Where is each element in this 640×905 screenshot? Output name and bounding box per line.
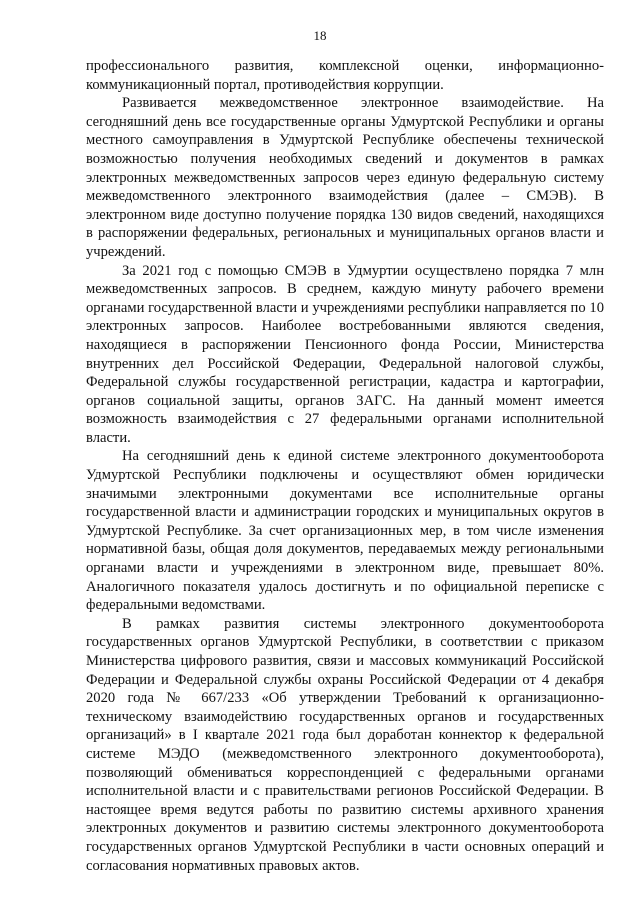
body-text [86,57,604,875]
paragraph-smev-requests: За 2021 год с помощью СМЭВ в Удмуртии осуществлено порядка 7 млн межведомственных запросов. В среднем, каждую минуту рабочего времени органами государственной власти и учреждениями республики направляется по 10 электронных запросов. Наиболее востребованными являются сведения, находящиеся в распоряжении Пенсионного фонда России, Министерства внутренних дел Российской Федерации, Федеральной налоговой службы, Федеральной службы государственной регистрации, кадастра и картографии, органов социальной защиты, органов ЗАГС. На данный момент имеется возможность взаимодействия с 27 федеральными органами исполнительной власти. [86,262,604,446]
paragraph-interagency-interaction: Развивается межведомственное электронное взаимодействие. На сегодняшний день все государственные органы Удмуртской Республики и органы местного самоуправления в Удмуртской Республике обеспечены технической возможностью получения необходимых сведений и документов в рамках электронных межведомственных запросов через единую федеральную систему межведомственного электронного взаимодействия (далее – СМЭВ). В электронном виде доступно получение порядка 130 видов сведений, находящихся в распоряжении федеральных, региональных и муниципальных органов власти и учреждений. [86,95,604,260]
page-number: 18 [313,28,327,43]
paragraph-medo-development: В рамках развития системы электронного документооборота государственных органов Удмуртской Республики, в соответствии с приказом Министерства цифрового развития, связи и массовых коммуникаций Российской Федерации и Федеральной службы охраны Российской Федерации от 4 декабря 2020 года № 667/233 «Об утверждении Требований к организационно-техническому взаимодействию государственных органов и государственных организаций» в I квартале 2021 года был доработан коннектор к федеральной системе МЭДО (межведомственного электронного документооборота), позволяющий обмениваться корреспонденцией с федеральными органами исполнительной власти и с правительствами регионов Российской Федерации. В настоящее время ведутся работы по развитию системы архивного хранения электронных документов и развитию системы электронного документооборота государственных органов Удмуртской Республики в части основных операций и согласования нормативных правовых актов. [86,615,604,874]
paragraph-continuation: профессионального развития, комплексной оценки, информационно-коммуникационный портал, противодействия коррупции. [86,58,604,93]
paragraph-edms-connection: На сегодняшний день к единой системе электронного документооборота Удмуртской Республики подключены и осуществляют обмен юридически значимыми электронными документами все исполнительные органы государственной власти и администрации городских и муниципальных округов в Удмуртской Республике. За счет организационных мер, в том числе изменения нормативной базы, общая доля документов, передаваемых между региональными органами власти и учреждениями в электронном виде, превышает 80%. Аналогичного показателя удалось достигнуть и по официальной переписке с федеральными ведомствами. [86,448,604,614]
